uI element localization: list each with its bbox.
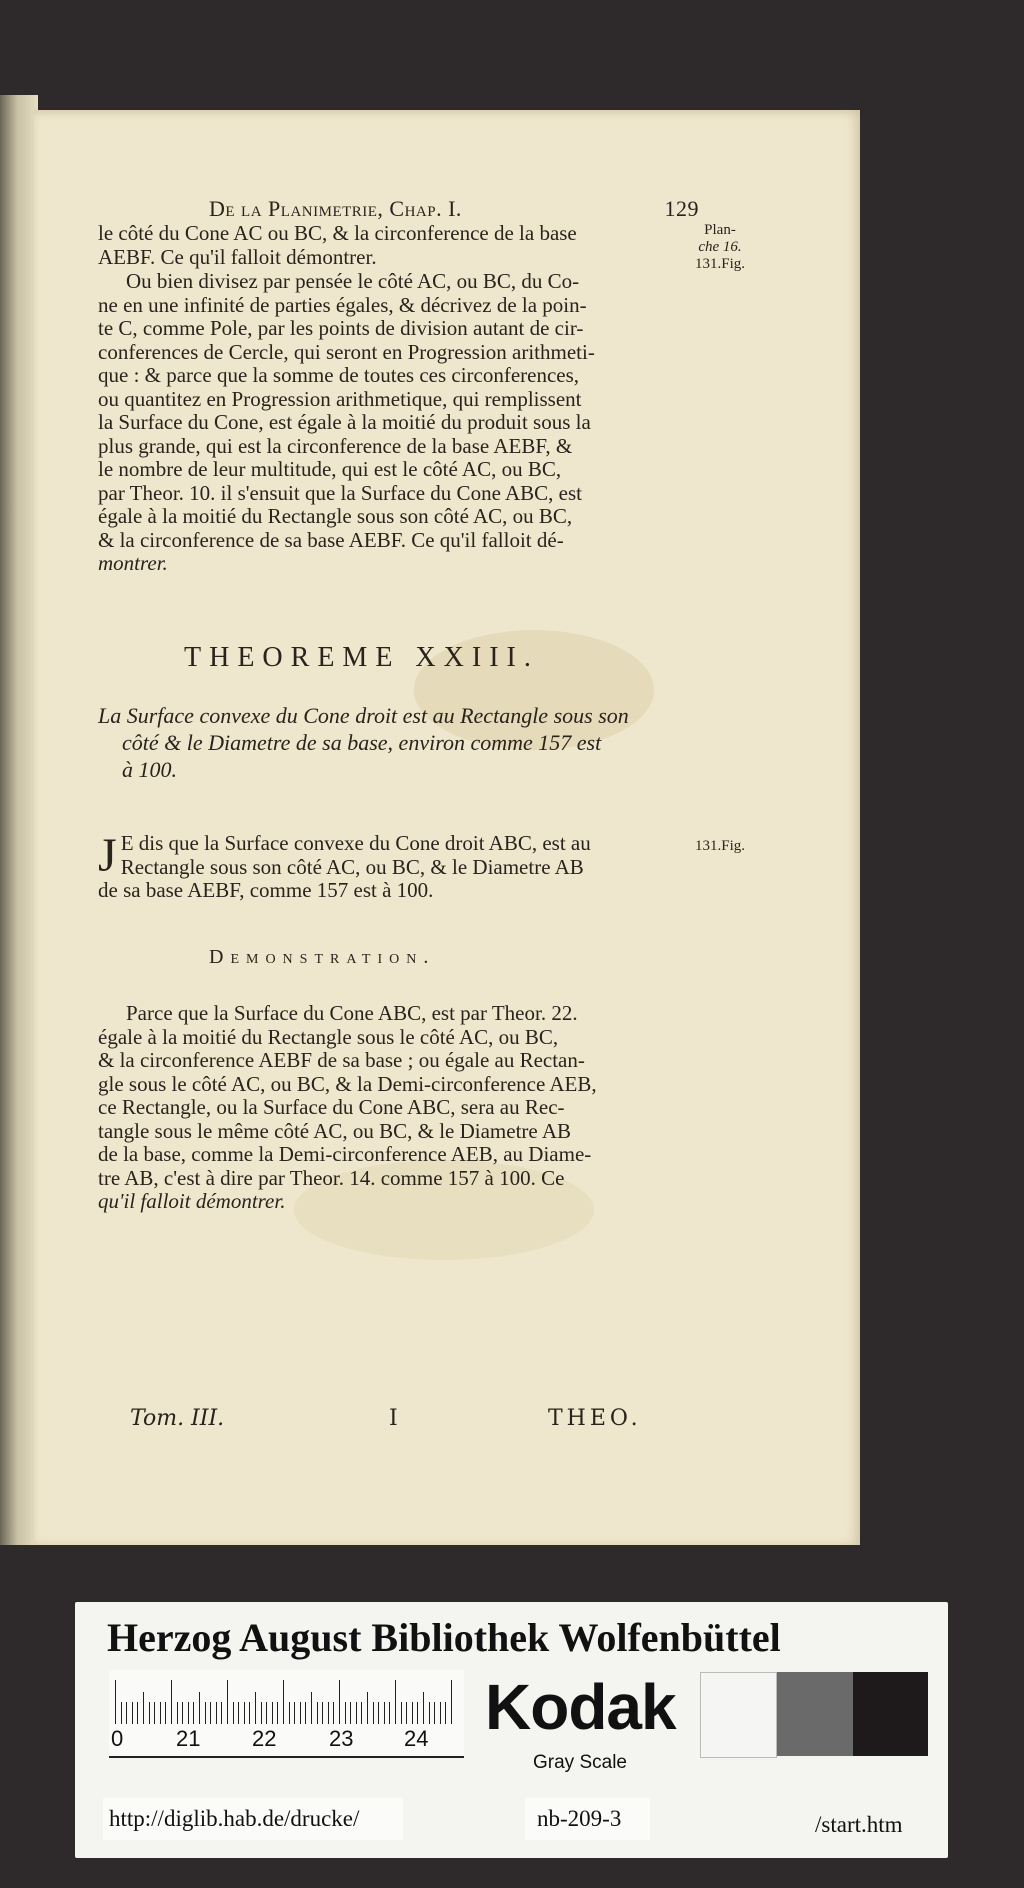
ruler-tick: [277, 1702, 278, 1724]
ruler-tick: [384, 1702, 385, 1724]
ruler-tick: [412, 1702, 413, 1724]
ruler-tick: [445, 1702, 446, 1724]
ruler-tick: [289, 1702, 290, 1724]
swatch-white: [700, 1672, 777, 1758]
url-id: nb-209-3: [537, 1806, 622, 1831]
swatch-gray: [777, 1672, 852, 1756]
ruler-tick: [255, 1692, 256, 1724]
ruler-tick: [322, 1702, 323, 1724]
footer-volume: Tom. III.: [130, 1406, 225, 1431]
text-line: montrer.: [98, 551, 168, 575]
left-page-edge: [0, 95, 38, 1545]
kodak-logo: Kodak: [485, 1671, 676, 1743]
text-line: de sa base AEBF, comme 157 est à 100.: [98, 878, 434, 902]
url-base: http://diglib.hab.de/drucke/: [109, 1806, 360, 1831]
ruler-tick: [210, 1702, 211, 1724]
ruler-tick: [423, 1692, 424, 1724]
text-line: égale à la moitié du Rectangle sous son côté AC, ou BC,: [98, 504, 573, 528]
text-line: ce Rectangle, ou la Surface du Cone ABC, sera au Rec-: [98, 1095, 565, 1119]
ruler-tick: [266, 1702, 267, 1724]
ruler-tick: [160, 1702, 161, 1724]
demonstration-title: Demonstration.: [209, 946, 436, 968]
text-line: conferences de Cercle, qui seront en Progression arithmeti-: [98, 339, 595, 364]
swatch-black: [853, 1672, 928, 1756]
ruler-tick: [244, 1702, 245, 1724]
ruler-tick: [401, 1702, 402, 1724]
text-line: de la base, comme la Demi-circonference AEB, au Diame-: [98, 1142, 592, 1166]
ruler-tick: [317, 1702, 318, 1724]
text-line: E dis que la Surface convexe du Cone droit ABC, est au: [120, 831, 591, 855]
text-line: le côté du Cone AC ou BC, & la circonference de la base: [98, 221, 577, 245]
ruler-tick: [300, 1702, 301, 1724]
ruler-tick: [154, 1702, 155, 1724]
ruler-tick: [249, 1702, 250, 1724]
ruler-tick: [367, 1692, 368, 1724]
ruler-tick: [361, 1702, 362, 1724]
ruler-tick: [233, 1702, 234, 1724]
book-page: [34, 110, 860, 1545]
ruler-tick: [171, 1680, 172, 1724]
ruler-tick: [339, 1680, 340, 1724]
ruler-tick: [373, 1702, 374, 1724]
ruler-number: 22: [252, 1726, 277, 1751]
ruler-tick: [121, 1702, 122, 1724]
footer-signature: I: [389, 1406, 398, 1431]
text-line: ne en une infinité de parties égales, & décrivez de la poin-: [98, 292, 587, 317]
text-line: le nombre de leur multitude, qui est le côté AC, ou BC,: [98, 457, 562, 481]
ruler-tick: [143, 1692, 144, 1724]
text-line: plus grande, qui est la circonference de la base AEBF, &: [98, 433, 573, 458]
gray-scale-swatches: [700, 1672, 928, 1756]
enunciation-line: La Surface convexe du Cone droit est au Rectangle sous son: [98, 703, 629, 728]
ruler-tick: [434, 1702, 435, 1724]
ruler-number: 21: [176, 1726, 201, 1751]
ruler-tick: [137, 1702, 138, 1724]
theorem-statement: [98, 829, 718, 903]
ruler-tick: [395, 1680, 396, 1724]
ruler-tick: [149, 1702, 150, 1724]
text-line: que : & parce que la somme de toutes ces circonferences,: [98, 363, 580, 387]
ruler-tick: [261, 1702, 262, 1724]
url-suffix: /start.htm: [815, 1812, 903, 1837]
ruler-tick: [350, 1702, 351, 1724]
ruler-tick: [205, 1702, 206, 1724]
ruler-tick: [221, 1702, 222, 1724]
drop-cap: J: [98, 829, 117, 882]
ruler-tick: [389, 1702, 390, 1724]
ruler-tick: [177, 1702, 178, 1724]
ruler-tick: [328, 1702, 329, 1724]
ruler-tick: [216, 1702, 217, 1724]
ruler-number: 0: [111, 1726, 124, 1751]
text-line: Ou bien divisez par pensée le côté AC, ou BC, du Co-: [126, 269, 580, 293]
ruler-tick: [182, 1702, 183, 1724]
ruler-tick: [193, 1702, 194, 1724]
paragraph-2: [98, 270, 718, 576]
library-target-panel: [75, 1602, 948, 1858]
ruler-tick: [188, 1702, 189, 1724]
margin-note-line: Plan-: [704, 222, 736, 238]
ruler-tick: [378, 1702, 379, 1724]
ruler-tick: [199, 1692, 200, 1724]
ruler-tick: [132, 1702, 133, 1724]
ruler-tick: [451, 1680, 452, 1724]
text-line: Parce que la Surface du Cone ABC, est par Theor. 22.: [126, 1001, 578, 1025]
ruler-tick: [311, 1692, 312, 1724]
text-line: AEBF. Ce qu'il falloit démontrer.: [98, 244, 377, 269]
text-line: & la circonference de sa base AEBF. Ce qu'il falloit dé-: [98, 527, 564, 552]
ruler-tick: [345, 1702, 346, 1724]
text-line: Rectangle sous son côté AC, ou BC, & le Diametre AB: [120, 854, 584, 879]
ruler-tick: [305, 1702, 306, 1724]
ruler-tick: [406, 1702, 407, 1724]
text-line: tangle sous le même côté AC, ou BC, & le Diametre AB: [98, 1118, 572, 1143]
running-header: [209, 196, 699, 222]
text-line: tre AB, c'est à dire par Theor. 14. comme 157 à 100. Ce: [98, 1165, 565, 1190]
theorem-enunciation: [98, 702, 718, 783]
ruler-tick: [272, 1702, 273, 1724]
margin-note-line: 131.Fig.: [694, 838, 745, 854]
ruler-tick: [333, 1702, 334, 1724]
ruler-tick: [356, 1702, 357, 1724]
theorem-title: THEOREME XXIII.: [184, 642, 539, 673]
paragraph-1: [98, 222, 718, 269]
demonstration-text: [98, 1002, 718, 1214]
ruler-number: 23: [329, 1726, 354, 1751]
ruler-tick: [440, 1702, 441, 1724]
text-line: te C, comme Pole, par les points de division autant de cir-: [98, 316, 584, 340]
text-line: gle sous le côté AC, ou BC, & la Demi-circonference AEB,: [98, 1071, 597, 1096]
enunciation-line: à 100.: [122, 757, 177, 782]
ruler-tick: [126, 1702, 127, 1724]
library-name: Herzog August Bibliothek Wolfenbüttel: [107, 1615, 781, 1660]
ruler-number: 24: [404, 1726, 429, 1751]
gray-scale-label: Gray Scale: [533, 1752, 627, 1773]
ruler-tick: [227, 1680, 228, 1724]
margin-note-line: che 16.: [698, 239, 742, 255]
footer-catchword: THEO.: [548, 1406, 642, 1431]
ruler-tick: [294, 1702, 295, 1724]
ruler-tick: [429, 1702, 430, 1724]
text-line: & la circonference AEBF de sa base ; ou égale au Rectan-: [98, 1048, 585, 1072]
ruler-tick: [283, 1680, 284, 1724]
text-line: la Surface du Cone, est égale à la moitié du produit sous la: [98, 410, 591, 434]
text-line: égale à la moitié du Rectangle sous le côté AC, ou BC,: [98, 1024, 559, 1049]
header-title: De la Planimetrie, Chap. I.: [209, 196, 462, 221]
ruler-tick: [115, 1680, 116, 1724]
enunciation-line: côté & le Diametre de sa base, environ comme 157 est: [122, 730, 602, 755]
margin-note-line: 131.Fig.: [694, 256, 745, 272]
ruler-tick: [238, 1702, 239, 1724]
ruler-tick: [165, 1702, 166, 1724]
ruler-tick: [417, 1702, 418, 1724]
text-line: par Theor. 10. il s'ensuit que la Surface du Cone ABC, est: [98, 480, 582, 505]
text-line: qu'il falloit démontrer.: [98, 1189, 286, 1213]
text-line: ou quantitez en Progression arithmetique, qui remplissent: [98, 386, 582, 411]
scale-ruler: [109, 1670, 464, 1758]
page-number: 129: [664, 196, 699, 221]
